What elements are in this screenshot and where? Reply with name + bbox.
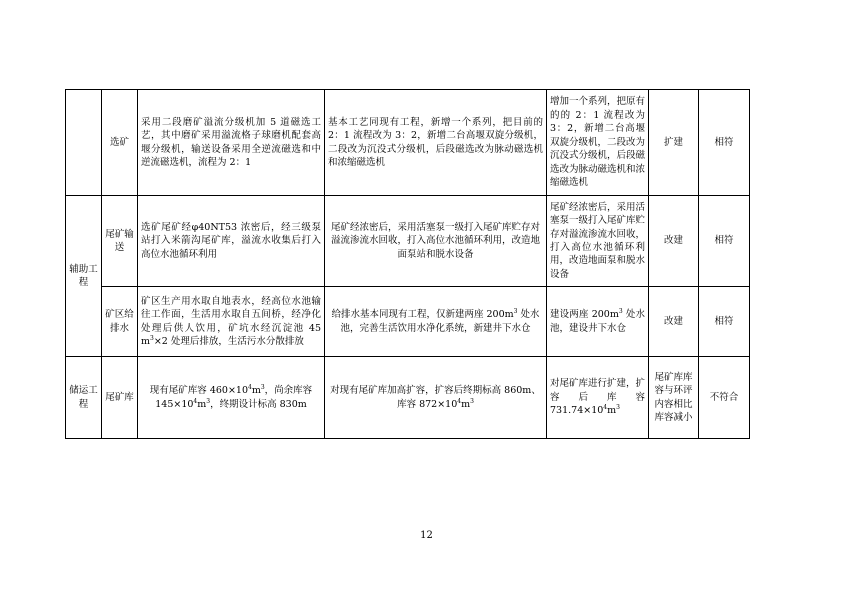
nature-cell: 尾矿库库容与环评内容相比库容减小: [649, 357, 699, 439]
planned-project-cell: [325, 357, 547, 439]
nature-cell: 改建: [649, 196, 699, 287]
superscript: 3: [260, 383, 265, 391]
cell-text: m: [461, 398, 471, 410]
cell-text: 矿区生产用水取自地表水，经高位水池输往工作面，生活用水取自五间桥，经净化处理后供人饮用，矿坑水经沉淀池 45 m: [141, 295, 321, 347]
cell-text: 对尾矿库进行扩建，扩容后库容 731.74×10: [550, 378, 646, 417]
conformity-cell: 相符: [699, 196, 750, 287]
current-project-cell: [138, 287, 325, 357]
page-number: 12: [420, 530, 433, 541]
current-project-cell: 选矿尾矿经φ40NT53 浓密后，经三级泵站打入米箭沟尾矿库，溢流水收集后打入高位水池循环利用: [138, 196, 325, 287]
nature-cell: 扩建: [649, 90, 699, 196]
planned-project-cell: 基本工艺同现有工程，新增一个系列，把目前的 2：1 流程改为 3：2，新增二台高堰双旋分级机，二段改为沉没式分级机，后段磁选改为脉动磁选机和浓缩磁选机: [325, 90, 547, 196]
cell-text: ，尚余库容 145×10: [155, 385, 313, 410]
subcategory-cell: 选矿: [102, 90, 138, 196]
table-row: [66, 90, 750, 196]
nature-cell: 改建: [649, 287, 699, 357]
table-row: [66, 196, 750, 287]
superscript: 3: [513, 307, 518, 315]
cell-text: 对现有尾矿库加高扩容，扩容后终期标高 860m、库容 872×10: [330, 385, 541, 410]
conformity-cell: 相符: [699, 287, 750, 357]
actual-construction-cell: [547, 357, 649, 439]
cell-text: ，终期设计标高 830m: [210, 398, 307, 410]
subcategory-cell: 矿区给排水: [102, 287, 138, 357]
cell-text: 建设两座 200m: [550, 309, 619, 321]
subcategory-cell: 尾矿输送: [102, 196, 138, 287]
category-cell: 储运工程: [66, 357, 102, 439]
category-cell: [66, 90, 102, 196]
superscript: 3: [616, 404, 620, 412]
subcategory-cell: 尾矿库: [102, 357, 138, 439]
cell-text: m: [251, 385, 261, 397]
actual-construction-cell: 尾矿经浓密后，采用活塞泵一级打入尾矿库贮存对溢流渗流水回收，打入高位水池循环利用，改造地面泵和脱水设备: [547, 196, 649, 287]
cell-text: m: [607, 405, 617, 417]
planned-project-cell: 尾矿经浓密后，采用活塞泵一级打入尾矿库贮存对溢流渗流水回收，打入高位水池循环利用，改造地面泵站和脱水设备: [325, 196, 547, 287]
table-row: [66, 357, 750, 439]
superscript: 3: [470, 397, 474, 405]
superscript: 3: [150, 334, 154, 342]
actual-construction-cell: [547, 287, 649, 357]
planned-project-cell: [325, 287, 547, 357]
superscript: 4: [248, 383, 252, 391]
superscript: 4: [457, 397, 462, 405]
cell-text: 处水池，建设井下水仓: [550, 309, 645, 334]
current-project-cell: [138, 357, 325, 439]
superscript: 3: [206, 397, 211, 405]
superscript: 4: [193, 397, 198, 405]
actual-construction-cell: 增加一个系列，把原有的的 2：1 流程改为 3：2，新增二台高堰双旋分级机，二段改为沉没式分级机，后段磁选改为脉动磁选机和浓缩磁选机: [547, 90, 649, 196]
cell-text: 现有尾矿库容 460×10: [149, 385, 248, 397]
cell-text: ×2 处理后排放，生活污水分散排放: [153, 335, 304, 347]
cell-text: m: [197, 398, 207, 410]
conformity-cell: 相符: [699, 90, 750, 196]
category-cell: 辅助工程: [66, 196, 102, 357]
superscript: 3: [618, 307, 623, 315]
project-comparison-table: [65, 89, 750, 439]
current-project-cell: 采用二段磨矿溢流分级机加 5 道磁选工艺，其中磨矿采用溢流格子球磨机配套高堰分级机，输送设备采用全逆流磁选和中逆流磁选机，流程为 2：1: [138, 90, 325, 196]
superscript: 4: [603, 404, 608, 412]
cell-text: 给排水基本同现有工程，仅新建两座 200m: [331, 309, 514, 321]
conformity-cell: 不符合: [699, 357, 750, 439]
table-row: [66, 287, 750, 357]
cell-text: 处水池，完善生活饮用水净化系统，新建井下水仓: [340, 309, 540, 334]
